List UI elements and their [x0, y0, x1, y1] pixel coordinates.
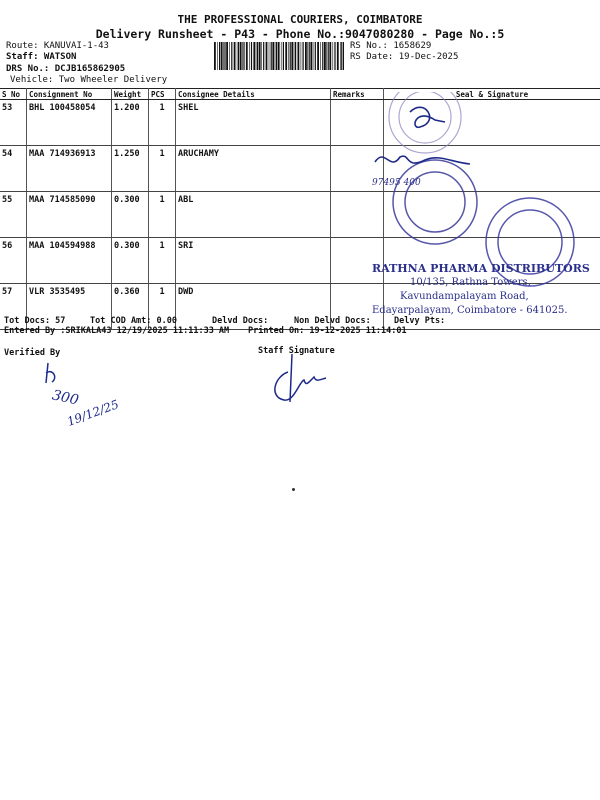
verified-by-label: Verified By [4, 348, 61, 358]
barcode-bar [217, 42, 218, 70]
cell-sno: 53 [0, 100, 27, 146]
stamp-line-1: RATHNA PHARMA DISTRIBUTORS [372, 262, 590, 275]
barcode-bar [333, 42, 334, 70]
barcode-bar [305, 42, 307, 70]
cell-pcs: 1 [149, 284, 176, 330]
cell-pcs: 1 [149, 100, 176, 146]
staff-signature-icon [264, 352, 334, 412]
barcode-bar [231, 42, 232, 70]
barcode-bar [219, 42, 220, 70]
cell-weight: 0.300 [112, 192, 149, 238]
barcode-bar [298, 42, 300, 70]
rs-date: RS Date: 19-Dec-2025 [350, 52, 459, 62]
runsheet-subtitle: Delivery Runsheet - P43 - Phone No.:9047080280 - Page No.:5 [95, 27, 505, 41]
barcode-image [214, 42, 344, 70]
barcode-bar [294, 42, 295, 70]
barcode-bar [322, 42, 323, 70]
col-weight: Weight [112, 89, 149, 100]
barcode-bar [340, 42, 341, 70]
barcode-bar [276, 42, 277, 70]
barcode-bar [326, 42, 327, 70]
cell-consignee: DWD [176, 284, 331, 330]
barcode-bar [334, 42, 335, 70]
cell-weight: 1.250 [112, 146, 149, 192]
barcode-bar [269, 42, 270, 70]
cell-weight: 0.300 [112, 238, 149, 284]
barcode-bar [253, 42, 255, 70]
company-title: THE PROFESSIONAL COURIERS, COIMBATORE [177, 13, 423, 26]
barcode-bar [246, 42, 248, 70]
barcode-bar [281, 42, 282, 70]
barcode-bar [320, 42, 321, 70]
barcode-bar [272, 42, 274, 70]
barcode-bar [271, 42, 272, 70]
barcode-bar [285, 42, 287, 70]
barcode-bar [240, 42, 242, 70]
barcode-bar [266, 42, 268, 70]
barcode-bar [256, 42, 257, 70]
vehicle-label: Vehicle: Two Wheeler Delivery [10, 75, 168, 85]
cell-consignment: VLR 3535495 [27, 284, 112, 330]
barcode-bar [283, 42, 284, 70]
barcode-bar [223, 42, 224, 70]
barcode-bar [242, 42, 243, 70]
cell-consignment: MAA 714936913 [27, 146, 112, 192]
cell-consignee: ARUCHAMY [176, 146, 331, 192]
barcode-bar [341, 42, 342, 70]
barcode-bar [291, 42, 293, 70]
cell-pcs: 1 [149, 146, 176, 192]
round-seal-icon [389, 92, 461, 153]
barcode-bar [329, 42, 331, 70]
barcode-bar [238, 42, 239, 70]
col-pcs: PCS [149, 89, 176, 100]
handwritten-verified-note: 300 [50, 387, 81, 409]
barcode-bar [290, 42, 291, 70]
barcode-bar [328, 42, 329, 70]
barcode-bar [257, 42, 258, 70]
cell-sno: 57 [0, 284, 27, 330]
staff-signature-label: Staff Signature [258, 346, 335, 356]
barcode-bar [263, 42, 264, 70]
cell-consignment: MAA 714585090 [27, 192, 112, 238]
barcode-bar [229, 42, 230, 70]
barcode-bar [275, 42, 276, 70]
col-consignment: Consignment No [27, 89, 112, 100]
drs-number: DRS No.: DCJB165862905 [6, 64, 126, 74]
cell-consignee: SHEL [176, 100, 331, 146]
route-label: Route: KANUVAI-1-43 [6, 41, 109, 51]
cell-sno: 55 [0, 192, 27, 238]
entered-by: Entered By :SRIKALA43 12/19/2025 11:11:33 AM [4, 326, 230, 336]
barcode-bar [317, 42, 319, 70]
handwritten-phone-note: 97495 400 [372, 178, 421, 188]
barcode-bar [337, 42, 339, 70]
barcode-bar [251, 42, 252, 70]
delivery-points: Delvy Pts: [394, 316, 446, 326]
barcode-bar [259, 42, 261, 70]
barcode-bar [288, 42, 289, 70]
barcode-bar [221, 42, 223, 70]
non-delivered-docs: Non Delvd Docs: [294, 316, 371, 326]
cell-weight: 0.360 [112, 284, 149, 330]
cell-consignment: MAA 104594988 [27, 238, 112, 284]
cell-pcs: 1 [149, 192, 176, 238]
rs-number: RS No.: 1658629 [350, 41, 432, 51]
delivered-docs: Delvd Docs: [212, 316, 269, 326]
barcode-bar [243, 42, 244, 70]
barcode-bar [303, 42, 304, 70]
barcode-bar [278, 42, 280, 70]
total-docs: Tot Docs: 57 [4, 316, 66, 326]
barcode-bar [249, 42, 250, 70]
barcode-bar [307, 42, 308, 70]
barcode-bar [313, 42, 314, 70]
signature-scribble-icon [375, 156, 470, 164]
stamp-line-2: 10/135, Rathna Towers, [410, 277, 531, 288]
col-consignee: Consignee Details [176, 89, 331, 100]
stamp-line-4: Edayarpalayam, Coimbatore - 641025. [372, 305, 568, 316]
col-sno: S No [0, 89, 27, 100]
barcode-bar [310, 42, 312, 70]
signature-scribble-icon [410, 107, 445, 127]
barcode-bar [224, 42, 225, 70]
stamp-line-3: Kavundampalayam Road, [400, 291, 529, 302]
barcode-bar [226, 42, 228, 70]
col-remarks: Remarks [331, 89, 384, 100]
cell-sno: 54 [0, 146, 27, 192]
cell-sno: 56 [0, 238, 27, 284]
barcode-bar [309, 42, 310, 70]
stray-dot [292, 488, 295, 491]
barcode-bar [301, 42, 302, 70]
barcode-bar [315, 42, 316, 70]
barcode-bar [343, 42, 344, 70]
barcode-bar [214, 42, 216, 70]
service-seal-icon [393, 160, 477, 244]
handwritten-date-note: 19/12/25 [65, 397, 121, 429]
staff-label: Staff: WATSON [6, 52, 77, 62]
col-seal-signature: Seal & Signature [384, 89, 600, 100]
barcode-bar [234, 42, 236, 70]
barcode-bar [324, 42, 326, 70]
barcode-bar [261, 42, 262, 70]
cell-consignee: SRI [176, 238, 331, 284]
cell-consignment: BHL 100458054 [27, 100, 112, 146]
cell-consignee: ABL [176, 192, 331, 238]
cell-weight: 1.200 [112, 100, 149, 146]
barcode-bar [237, 42, 238, 70]
printed-on: Printed On: 19-12-2025 11:14:01 [248, 326, 407, 336]
barcode-bar [295, 42, 296, 70]
cell-pcs: 1 [149, 238, 176, 284]
total-cod-amount: Tot COD Amt: 0.00 [90, 316, 177, 326]
